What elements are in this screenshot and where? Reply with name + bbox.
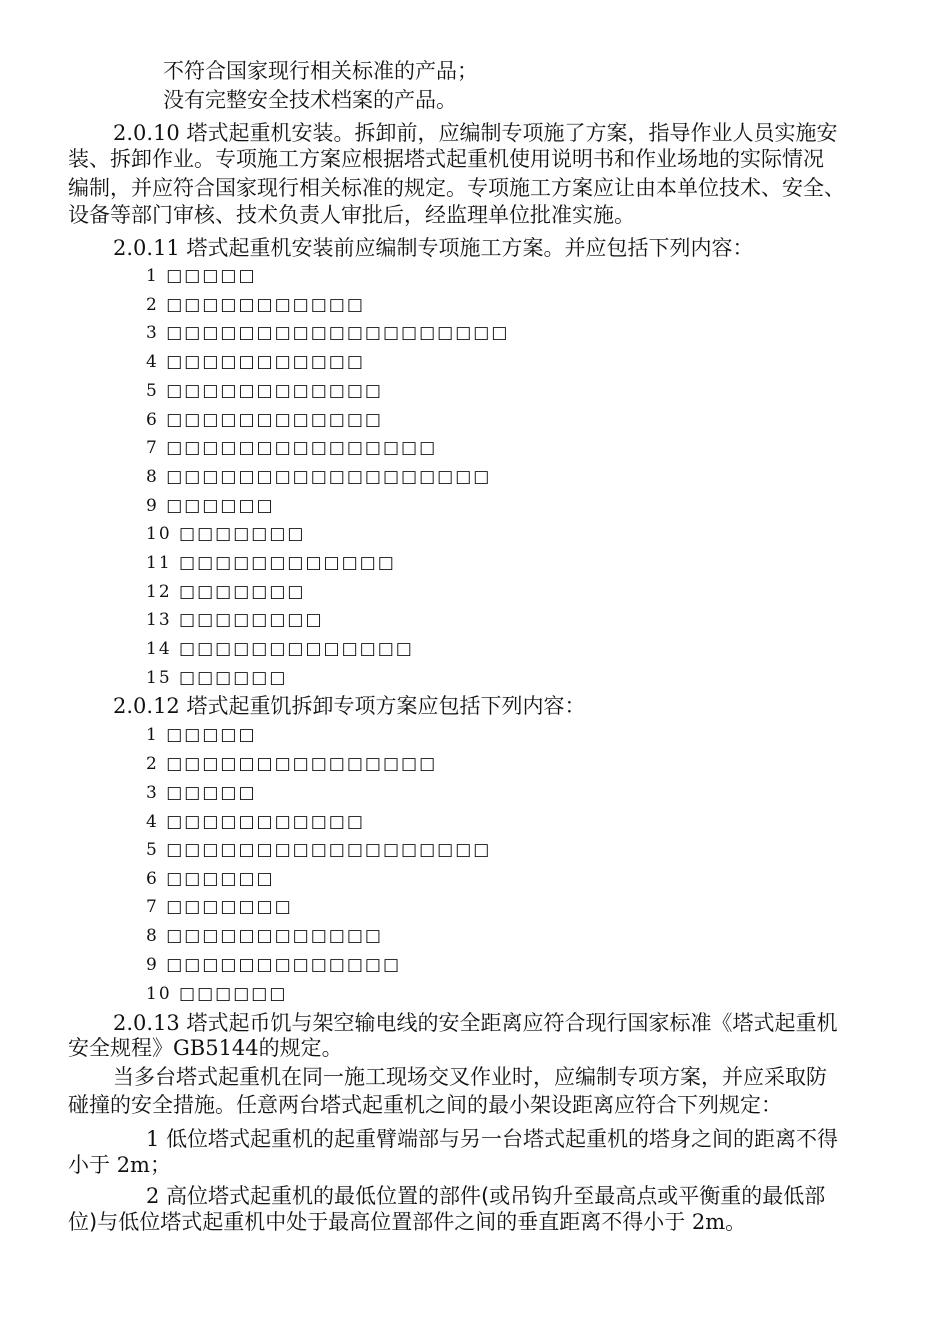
rule-text: 小于 [68, 1153, 110, 1177]
section-number: 2.0.11 [113, 236, 180, 260]
rule-text: 高位塔式起重机的最低位置的部件(或吊钩升至最高点或平衡重的最低部 [166, 1184, 826, 1208]
list-item: 12 □□□□□□□ [146, 582, 306, 602]
rule-1-line [68, 1151, 171, 1179]
rule-text: ； [149, 1153, 171, 1177]
list-item: 5 □□□□□□□□□□□□ [146, 381, 383, 401]
section-2-0-10-line [113, 119, 837, 147]
list-item: 8 □□□□□□□□□□□□ [146, 926, 383, 946]
section-number: 2.0.13 [113, 1011, 180, 1035]
paragraph-line: 当多台塔式起重机在同一施工现场交叉作业时，应编制专项方案，并应采取防 [113, 1065, 827, 1089]
intro-line: 没有完整安全技术档案的产品。 [163, 88, 457, 112]
list-item: 2 □□□□□□□□□□□□□□□ [146, 754, 438, 774]
list-item: 9 □□□□□□ [146, 496, 275, 516]
section-2-0-13-line [113, 1009, 837, 1037]
section-2-0-10-line: 编制，并应符合国家现行相关标准的规定。专项施工方案应让由本单位技术、安全、 [68, 176, 845, 200]
section-2-0-11-heading [113, 234, 753, 262]
list-item: 2 □□□□□□□□□□□ [146, 295, 365, 315]
rule-number: 2 [146, 1184, 160, 1208]
list-item: 6 □□□□□□ [146, 869, 275, 889]
rule-number: 1 [146, 1127, 160, 1151]
list-item: 13 □□□□□□□□ [146, 610, 324, 630]
section-text: 塔式起重机安装。拆卸前，应编制专项施了方案，指导作业人员实施安 [186, 121, 838, 145]
distance-value: 2m [116, 1153, 150, 1177]
section-2-0-12-heading [113, 692, 585, 720]
section-text: 塔式起重饥拆卸专项方案应包括下列内容： [186, 694, 586, 718]
rule-text: 位)与低位塔式起重机中处于最高位置部件之间的垂直距离不得小于 [68, 1210, 686, 1234]
section-2-0-10-line: 装、拆卸作业。专项施工方案应根据塔式起重机使用说明书和作业场地的实际情况 [68, 147, 824, 171]
list-item: 8 □□□□□□□□□□□□□□□□□□ [146, 467, 492, 487]
list-item: 7 □□□□□□□ [146, 897, 293, 917]
list-item: 6 □□□□□□□□□□□□ [146, 410, 383, 430]
distance-value: 2m [691, 1210, 726, 1234]
standard-code: GB5144 [173, 1036, 259, 1060]
list-item: 10 □□□□□□□ [146, 524, 306, 544]
list-item: 5 □□□□□□□□□□□□□□□□□□ [146, 840, 492, 860]
section-text: 塔式起币饥与架空输电线的安全距离应符合现行国家标准《塔式起重机 [186, 1011, 838, 1035]
list-item: 14 □□□□□□□□□□□□□ [146, 639, 414, 659]
list-item: 1 □□□□□ [146, 266, 257, 286]
section-2-0-10-line: 设备等部门审核、技术负责人审批后，经监理单位批准实施。 [68, 203, 635, 227]
section-text: 的规定。 [258, 1036, 343, 1060]
list-item: 1 □□□□□ [146, 725, 257, 745]
section-text: 塔式起重机安装前应编制专项施工方案。并应包括下列内容： [186, 236, 754, 260]
list-item: 11 □□□□□□□□□□□□ [146, 553, 396, 573]
rule-1-line [146, 1125, 838, 1153]
list-item: 10 □□□□□□ [146, 984, 288, 1004]
list-item: 9 □□□□□□□□□□□□□ [146, 955, 402, 975]
list-item: 3 □□□□□□□□□□□□□□□□□□□ [146, 323, 510, 343]
section-number: 2.0.10 [113, 121, 180, 145]
list-item: 7 □□□□□□□□□□□□□□□ [146, 438, 438, 458]
rule-text: 。 [725, 1210, 747, 1234]
section-2-0-13-line [68, 1034, 343, 1062]
list-item: 15 □□□□□□ [146, 668, 288, 688]
list-item: 3 □□□□□ [146, 783, 257, 803]
section-number: 2.0.12 [113, 694, 180, 718]
paragraph-line: 碰撞的安全措施。任意两台塔式起重机之间的最小架设距离应符合下列规定： [68, 1093, 782, 1117]
intro-line: 不符合国家现行相关标准的产品； [163, 59, 478, 83]
section-text: 安全规程》 [68, 1036, 173, 1060]
rule-2-line [68, 1208, 746, 1236]
list-item: 4 □□□□□□□□□□□ [146, 812, 365, 832]
rule-2-line [146, 1182, 825, 1210]
list-item: 4 □□□□□□□□□□□ [146, 352, 365, 372]
rule-text: 低位塔式起重机的起重臂端部与另一台塔式起重机的塔身之间的距离不得 [166, 1127, 839, 1151]
